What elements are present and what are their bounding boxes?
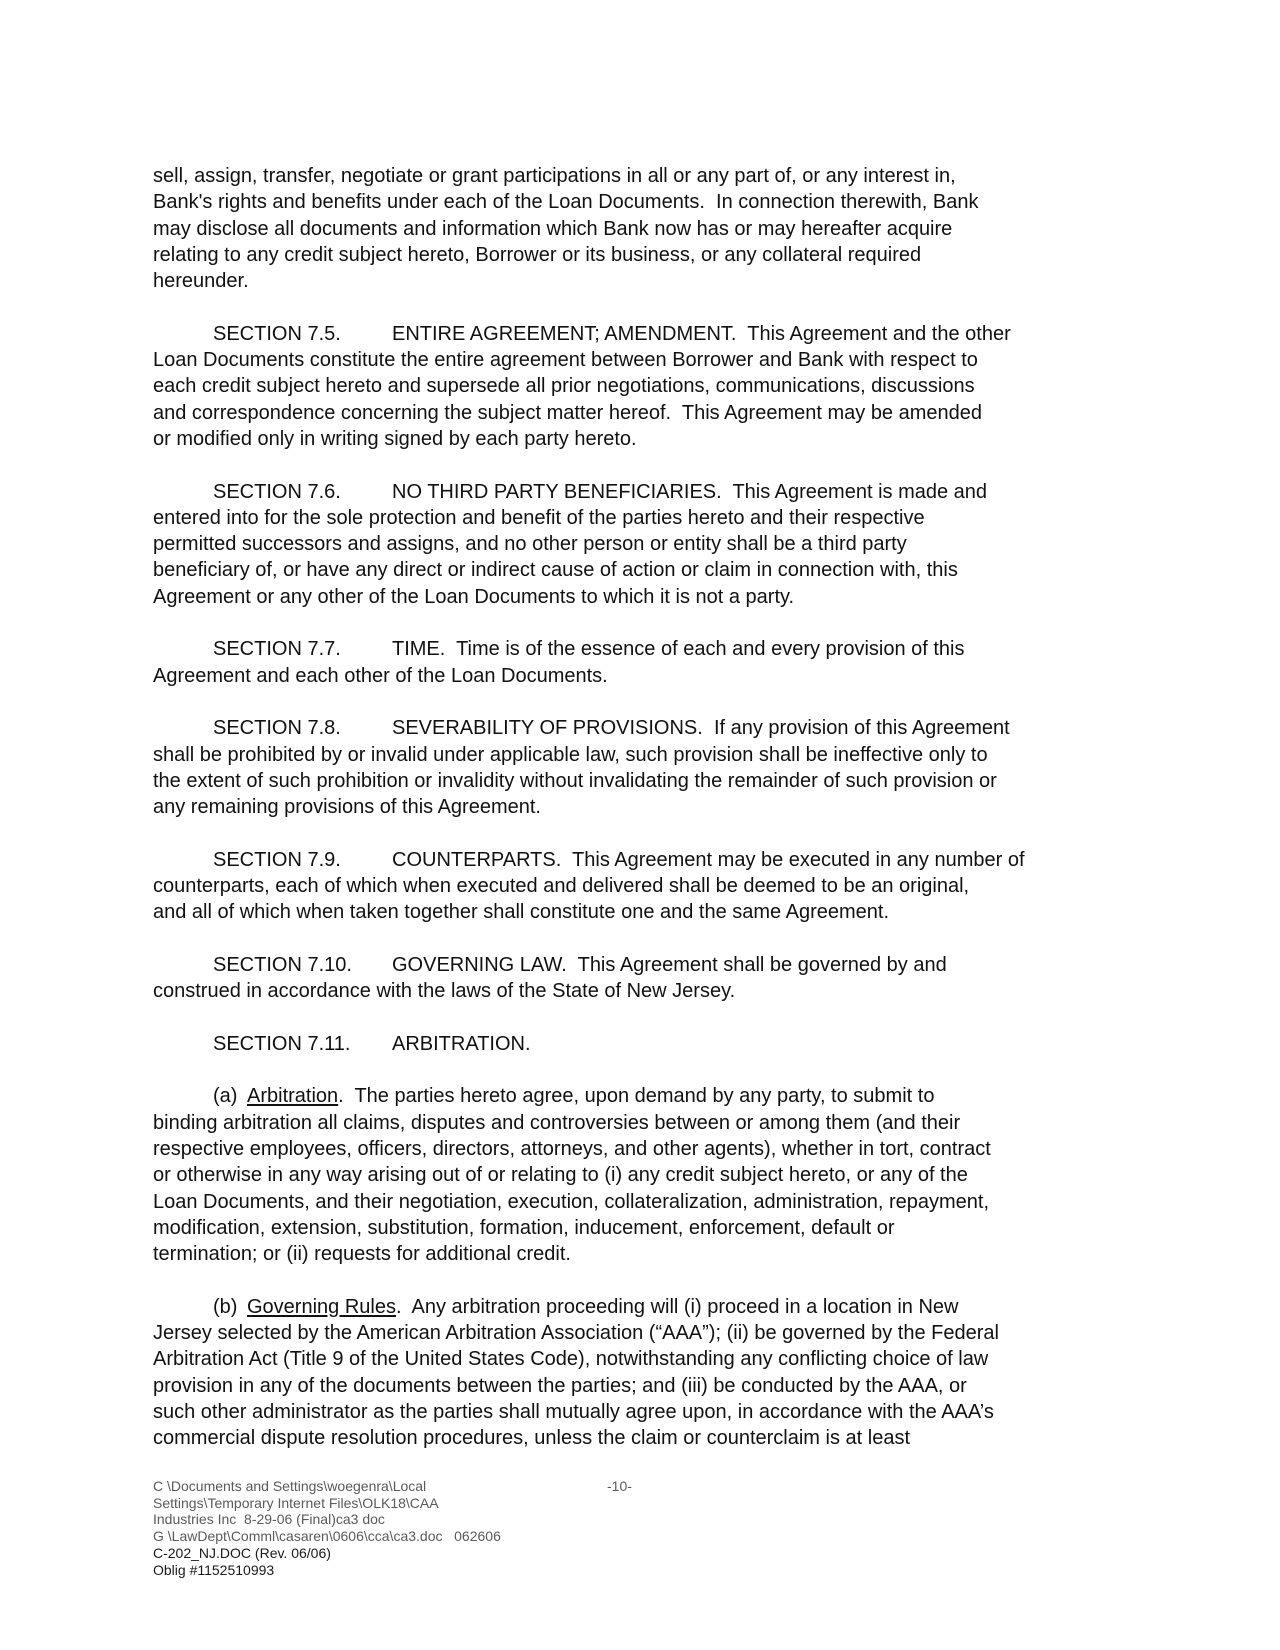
intro-paragraph bbox=[153, 163, 1133, 294]
paragraph-spacer bbox=[153, 610, 1133, 636]
subsection-title: Governing Rules bbox=[247, 1295, 396, 1318]
paragraph-line: or otherwise in any way arising out of or relating to (i) any credit subject hereto, or any of the bbox=[153, 1164, 968, 1187]
paragraph-spacer bbox=[153, 926, 1133, 952]
section-7-11 bbox=[153, 1031, 1133, 1057]
paragraph-spacer bbox=[153, 1057, 1133, 1083]
paragraph-line: construed in accordance with the laws of the State of New Jersey. bbox=[153, 980, 736, 1003]
paragraph-line: entered into for the sole protection and benefit of the parties hereto and their respective bbox=[153, 506, 925, 529]
paragraph-line: may disclose all documents and information which Bank now has or may hereafter acquire bbox=[153, 217, 953, 240]
paragraph-line: Agreement or any other of the Loan Documents to which it is not a party. bbox=[153, 585, 795, 608]
section-label: SECTION 7.6. bbox=[213, 480, 341, 503]
paragraph-line: permitted successors and assigns, and no other person or entity shall be a third party bbox=[153, 533, 907, 556]
subsection-first-line-text: . The parties hereto agree, upon demand by any party, to submit to bbox=[338, 1085, 935, 1108]
section-title-text: SEVERABILITY OF PROVISIONS. If any provision of this Agreement bbox=[392, 717, 1010, 740]
section-7-8 bbox=[153, 715, 1133, 820]
section-title-text: TIME. Time is of the essence of each and every provision of this bbox=[392, 638, 965, 661]
footer-file-path-line: Settings\Temporary Internet Files\OLK18\CAA bbox=[153, 1494, 439, 1511]
section-heading-line bbox=[153, 715, 1133, 741]
paragraph-line: respective employees, officers, directors, attorneys, and other agents), whether in tort, contract bbox=[153, 1137, 991, 1160]
paragraph-line: Loan Documents constitute the entire agreement between Borrower and Bank with respect to bbox=[153, 349, 978, 372]
paragraph-spacer bbox=[153, 1005, 1133, 1031]
subsection-label: (b) bbox=[213, 1295, 238, 1318]
section-title-text: ARBITRATION. bbox=[392, 1032, 531, 1055]
subsection-first-line-text: . Any arbitration proceeding will (i) proceed in a location in New bbox=[395, 1295, 959, 1318]
paragraph-line: modification, extension, substitution, formation, inducement, enforcement, default or bbox=[153, 1216, 895, 1239]
footer-form-id: C-202_NJ.DOC (Rev. 06/06) bbox=[153, 1544, 331, 1561]
footer-file-path-line: Industries Inc 8-29-06 (Final)ca3 doc bbox=[153, 1511, 385, 1528]
section-7-6 bbox=[153, 479, 1133, 610]
paragraph-line: hereunder. bbox=[153, 270, 249, 293]
section-title-text: ENTIRE AGREEMENT; AMENDMENT. This Agreement and the other bbox=[392, 322, 1011, 345]
subsection-b-governing-rules bbox=[153, 1294, 1133, 1452]
paragraph-line: shall be prohibited by or invalid under applicable law, such provision shall be ineffective only to bbox=[153, 743, 988, 766]
section-heading-line bbox=[153, 321, 1133, 347]
section-7-10 bbox=[153, 952, 1133, 1005]
paragraph-spacer bbox=[153, 1267, 1133, 1293]
paragraph-line: commercial dispute resolution procedures, unless the claim or counterclaim is at least bbox=[153, 1427, 911, 1450]
section-label: SECTION 7.11. bbox=[213, 1032, 351, 1055]
section-title-text: GOVERNING LAW. This Agreement shall be governed by and bbox=[392, 953, 947, 976]
footer-file-path-line: G \LawDept\Comml\casaren\0606\cca\ca3.doc 062606 bbox=[153, 1528, 501, 1545]
paragraph-line: Jersey selected by the American Arbitration Association (“AAA”); (ii) be governed by the Federal bbox=[153, 1322, 999, 1345]
section-label: SECTION 7.7. bbox=[213, 638, 341, 661]
subsection-heading-line bbox=[153, 1294, 1133, 1320]
paragraph-line: sell, assign, transfer, negotiate or grant participations in all or any part of, or any interest in, bbox=[153, 165, 956, 187]
subsection-label: (a) bbox=[213, 1085, 238, 1108]
section-heading-line bbox=[153, 636, 1133, 662]
section-title-text: NO THIRD PARTY BENEFICIARIES. This Agreement is made and bbox=[392, 480, 988, 503]
section-heading-line bbox=[153, 952, 1133, 978]
subsection-heading-line bbox=[153, 1083, 1133, 1109]
section-7-7 bbox=[153, 636, 1133, 689]
paragraph-spacer bbox=[153, 689, 1133, 715]
paragraph-line: Agreement and each other of the Loan Documents. bbox=[153, 664, 608, 687]
paragraph-line: the extent of such prohibition or invalidity without invalidating the remainder of such provision or bbox=[153, 769, 997, 792]
paragraph-line: any remaining provisions of this Agreement. bbox=[153, 796, 541, 819]
section-7-5 bbox=[153, 321, 1133, 452]
section-7-9 bbox=[153, 847, 1133, 926]
paragraph-line: beneficiary of, or have any direct or indirect cause of action or claim in connection with, this bbox=[153, 559, 958, 582]
paragraph-line: such other administrator as the parties shall mutually agree upon, in accordance with the AAA’s bbox=[153, 1400, 994, 1423]
paragraph-line: and correspondence concerning the subject matter hereof. This Agreement may be amended bbox=[153, 401, 983, 424]
paragraph-line: each credit subject hereto and supersede all prior negotiations, communications, discussions bbox=[153, 375, 975, 398]
section-heading-line bbox=[153, 1031, 1133, 1057]
paragraph-line: and all of which when taken together shall constitute one and the same Agreement. bbox=[153, 901, 890, 924]
subsection-title: Arbitration bbox=[247, 1085, 339, 1108]
paragraph-line: Bank's rights and benefits under each of the Loan Documents. In connection therewith, Bank bbox=[153, 191, 979, 214]
footer-oblig-number: Oblig #1152510993 bbox=[153, 1561, 275, 1578]
document-footer bbox=[153, 1478, 501, 1578]
document-body bbox=[153, 163, 1133, 1452]
footer-file-path-line: C \Documents and Settings\woegenra\Local bbox=[153, 1478, 427, 1494]
paragraph-line: or modified only in writing signed by each party hereto. bbox=[153, 427, 637, 450]
paragraph-line: binding arbitration all claims, disputes and controversies between or among them (and their bbox=[153, 1111, 961, 1134]
section-label: SECTION 7.5. bbox=[213, 322, 341, 345]
paragraph-spacer bbox=[153, 452, 1133, 478]
paragraph-line: Loan Documents, and their negotiation, execution, collateralization, administration, repayment, bbox=[153, 1190, 990, 1213]
section-heading-line bbox=[153, 479, 1133, 505]
paragraph-spacer bbox=[153, 294, 1133, 320]
section-heading-line bbox=[153, 847, 1133, 873]
section-label: SECTION 7.8. bbox=[213, 717, 341, 740]
paragraph-line: Arbitration Act (Title 9 of the United States Code), notwithstanding any conflicting choice of law bbox=[153, 1348, 989, 1371]
page-number: -10- bbox=[607, 1478, 632, 1494]
section-title-text: COUNTERPARTS. This Agreement may be executed in any number of bbox=[392, 848, 1025, 871]
paragraph-line: relating to any credit subject hereto, Borrower or its business, or any collateral required bbox=[153, 243, 922, 266]
section-label: SECTION 7.9. bbox=[213, 848, 341, 871]
section-label: SECTION 7.10. bbox=[213, 953, 352, 976]
subsection-a-arbitration bbox=[153, 1083, 1133, 1267]
paragraph-line: counterparts, each of which when executed and delivered shall be deemed to be an original, bbox=[153, 875, 970, 898]
paragraph-spacer bbox=[153, 820, 1133, 846]
paragraph-line: provision in any of the documents between the parties; and (iii) be conducted by the AAA, or bbox=[153, 1374, 967, 1397]
paragraph-line: termination; or (ii) requests for additional credit. bbox=[153, 1243, 571, 1266]
